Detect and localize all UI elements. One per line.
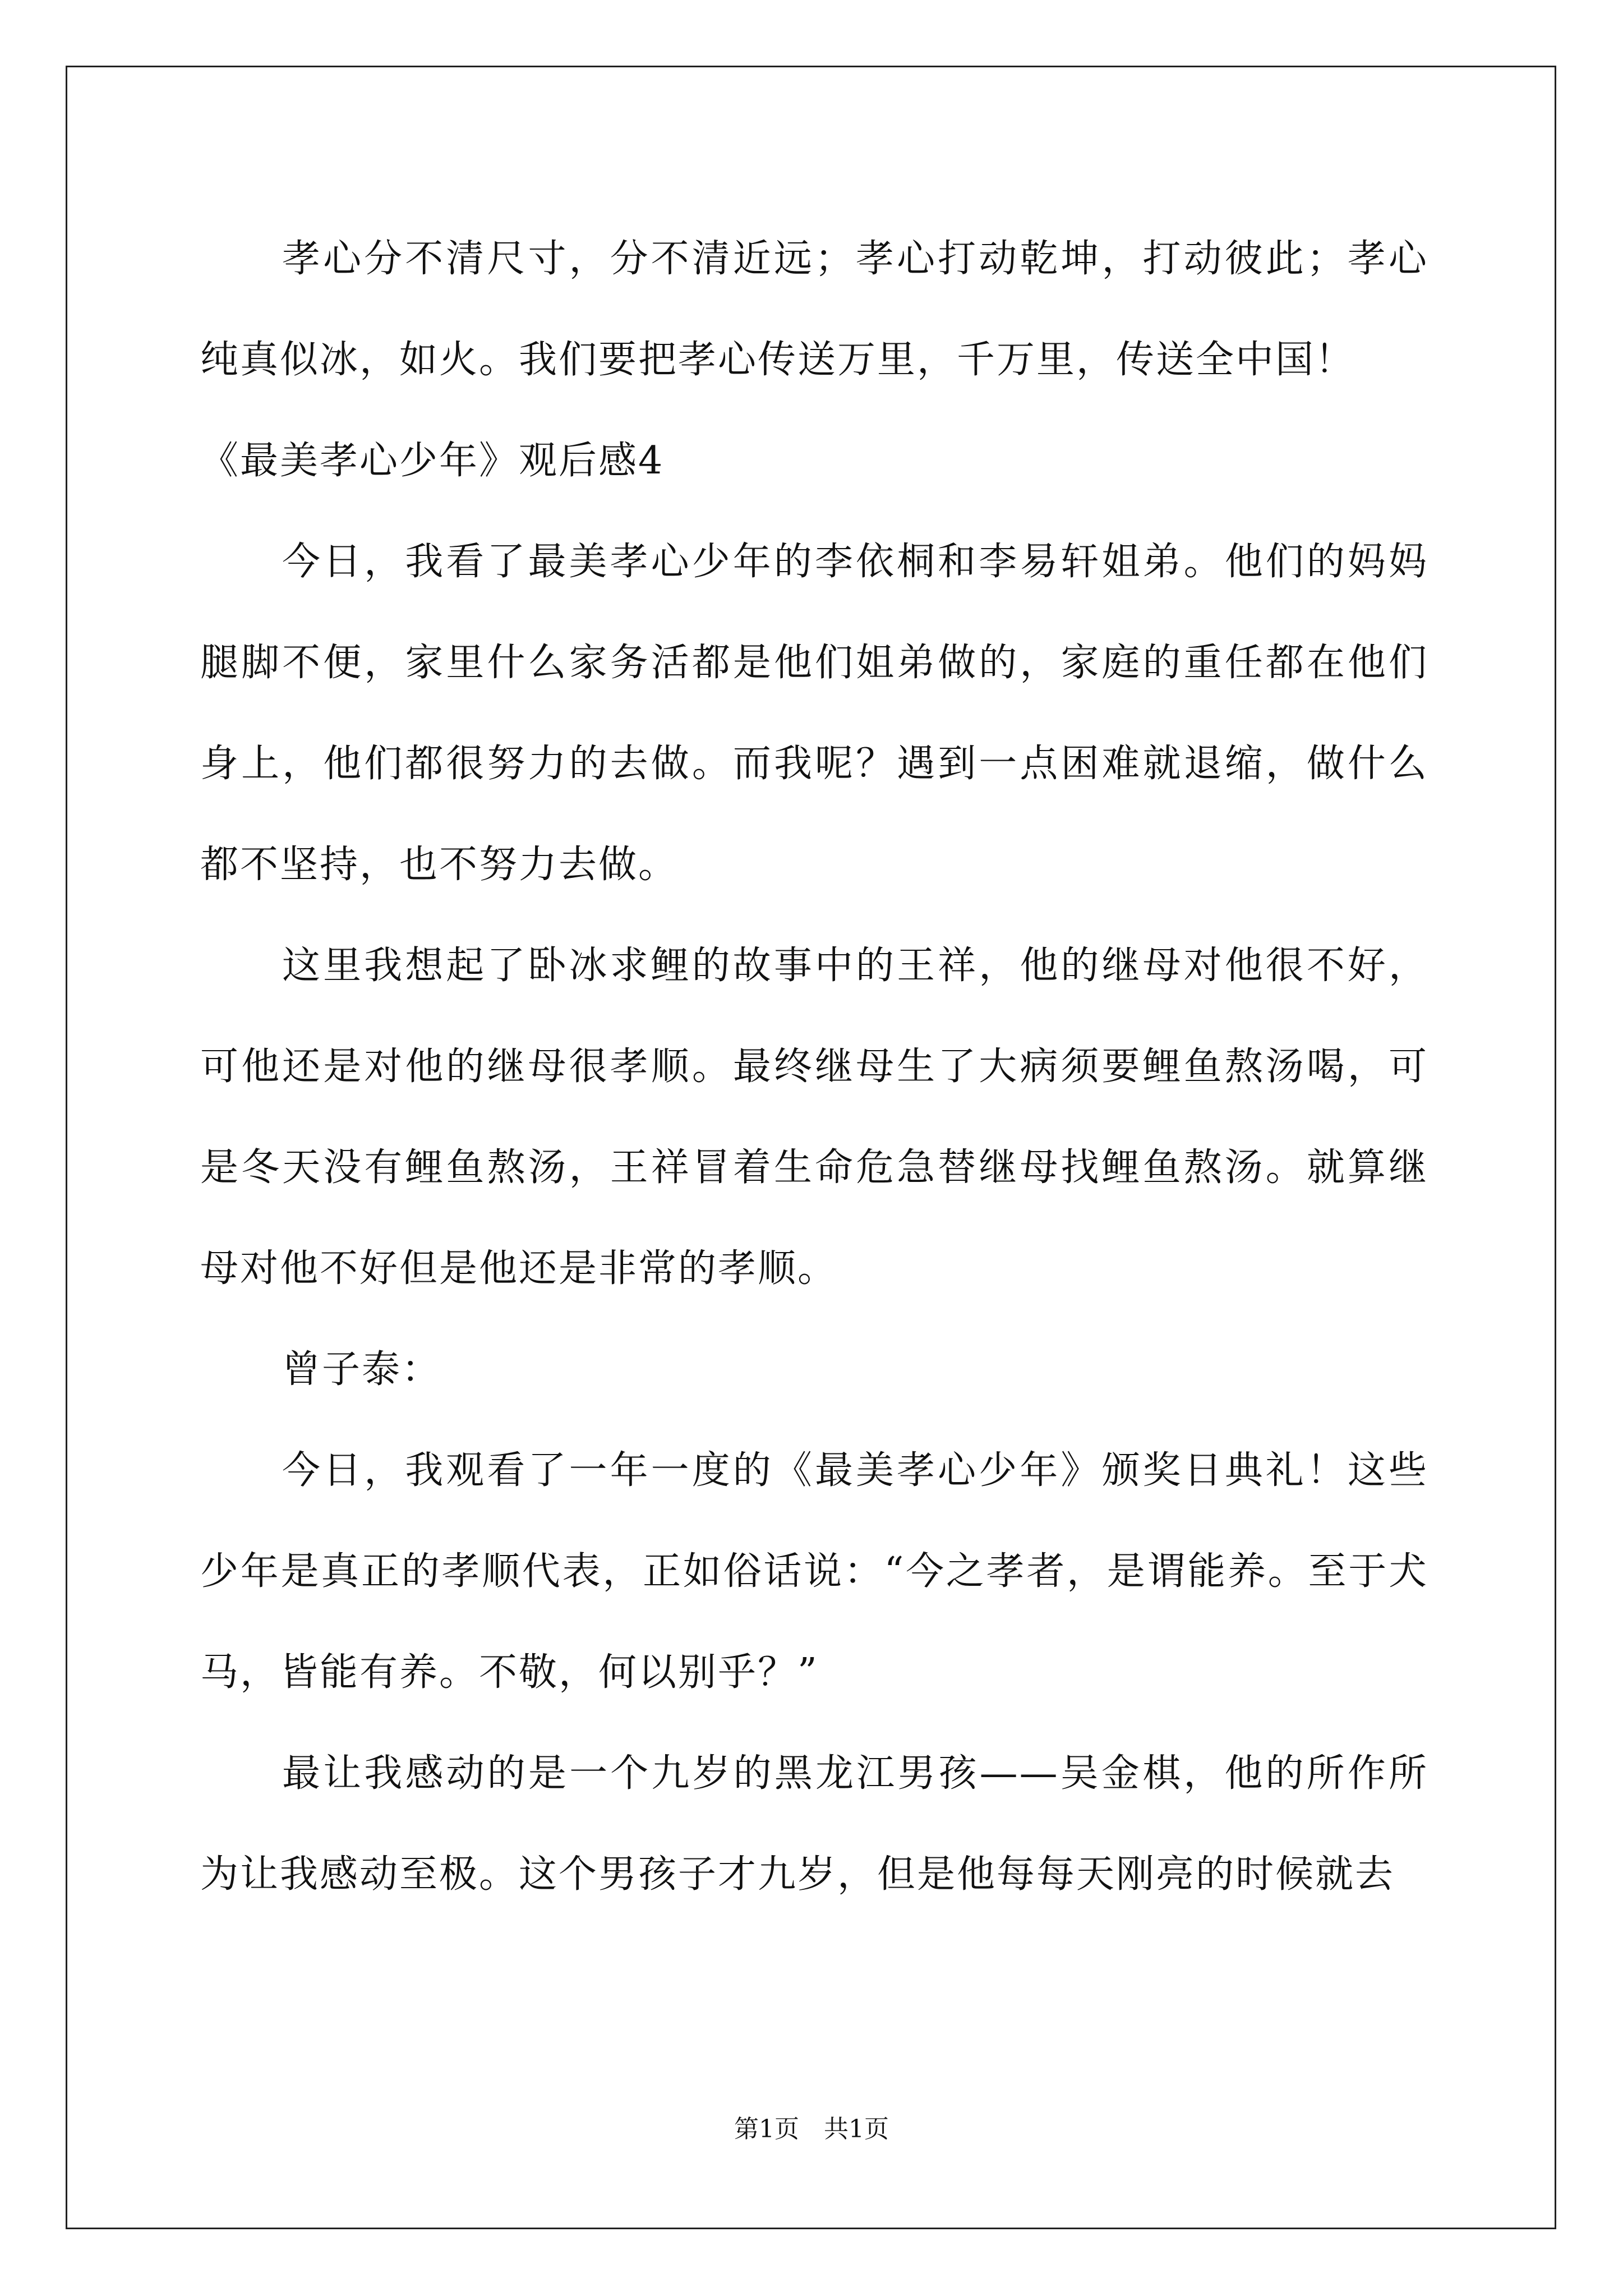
paragraph: 今日，我看了最美孝心少年的李依桐和李易轩姐弟。他们的妈妈腿脚不便，家里什么家务活都是他们姐弟做的，家庭的重任都在他们身上，他们都很努力的去做。而我呢？遇到一点困难就退缩，做什么都不坚持，也不努力去做。 <box>200 540 1428 887</box>
paragraph: 这里我想起了卧冰求鲤的故事中的王祥，他的继母对他很不好，可他还是对他的继母很孝顺。最终继母生了大病须要鲤鱼熬汤喝，可是冬天没有鲤鱼熬汤，王祥冒着生命危急替继母找鲤鱼熬汤。就算继母对他不好但是他还是非常的孝顺。 <box>200 944 1428 1291</box>
paragraph: 今日，我观看了一年一度的《最美孝心少年》颁奖日典礼！这些少年是真正的孝顺代表，正如俗话说：“今之孝者，是谓能养。至于犬马，皆能有养。不敬，何以别乎？” <box>200 1448 1428 1695</box>
paragraph: 孝心分不清尺寸，分不清近远；孝心打动乾坤，打动彼此；孝心纯真似冰，如火。我们要把孝心传送万里，千万里，传送全中国！ <box>200 237 1428 382</box>
paragraph: 最让我感动的是一个九岁的黑龙江男孩——吴金棋，他的所作所为让我感动至极。这个男孩子才九岁，但是他每每天刚亮的时候就去 <box>200 1751 1428 1897</box>
document-body <box>200 209 1428 1925</box>
paragraph: 曾子泰： <box>282 1347 442 1392</box>
page-footer: 第1页 共1页 <box>734 2115 889 2143</box>
section-heading: 《最美孝心少年》观后感4 <box>200 439 665 483</box>
